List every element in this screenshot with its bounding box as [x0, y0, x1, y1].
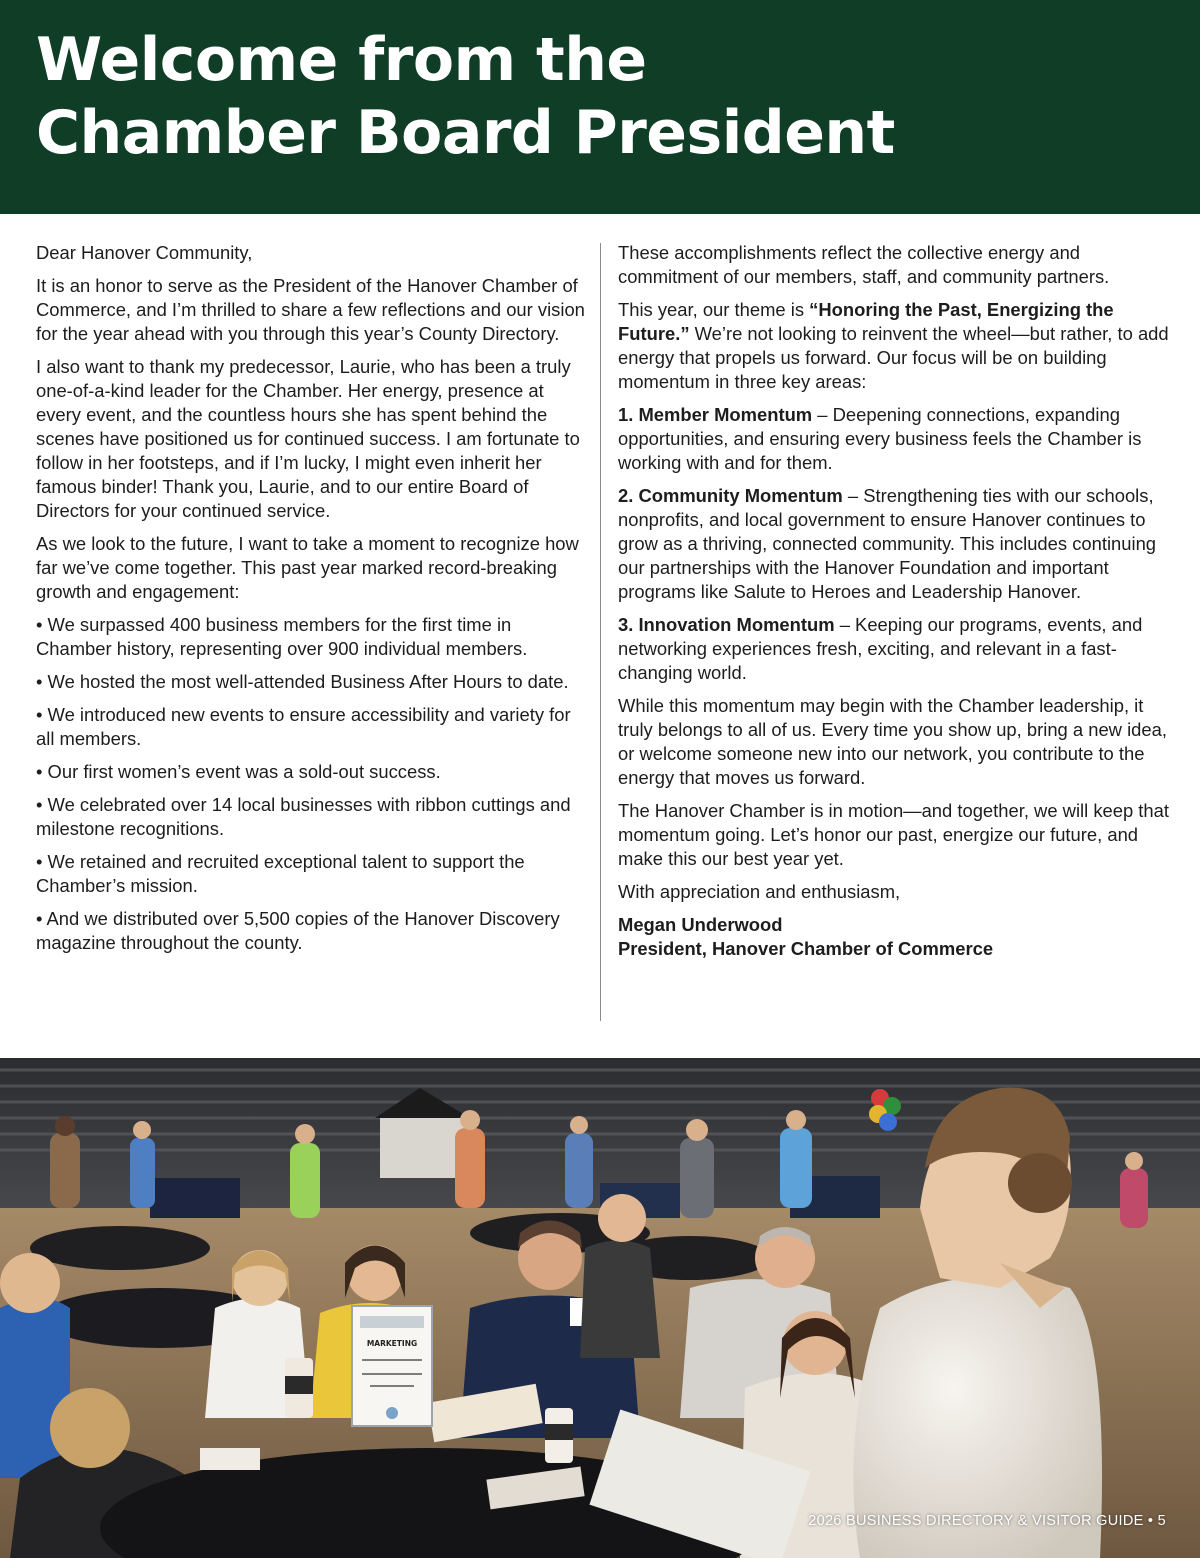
bullet-item: • We retained and recruited exceptional talent to support the Chamber’s mission. — [36, 851, 525, 896]
theme-title: “Honoring the Past, Energizing the Future.” — [618, 299, 1114, 344]
theme-text: We’re not looking to reinvent the wheel—but rather, to add energy that propels us forward. Our focus will be on building momentum in three key areas: — [618, 323, 1169, 392]
momentum-paragraph: While this momentum may begin with the Chamber leadership, it truly belongs to all of us. Every time you show up, bring a new idea, or welcome someone new into our network, you contribute to the energy that moves us forward. — [618, 695, 1167, 788]
signature-block — [618, 913, 1170, 961]
signoff: With appreciation and enthusiasm, — [618, 881, 901, 902]
event-photo-illustration — [0, 1058, 1200, 1558]
page-title-line1: Welcome from the — [36, 25, 647, 95]
round-table — [30, 1226, 210, 1270]
letter-right-column — [618, 241, 1170, 970]
letter-left-column — [36, 241, 588, 964]
salutation: Dear Hanover Community, — [36, 242, 253, 263]
event-photo — [0, 1058, 1200, 1558]
closing-paragraph: The Hanover Chamber is in motion—and together, we will keep that momentum going. Let’s honor our past, energize our future, and make this our best year yet. — [618, 800, 1169, 869]
signer-name: Megan Underwood — [618, 914, 783, 935]
focus-area-title: 1. Member Momentum — [618, 404, 813, 425]
theme-paragraph — [618, 298, 1170, 394]
focus-area-title: 2. Community Momentum — [618, 485, 843, 506]
page-header — [0, 0, 1200, 214]
bullet-item: • And we distributed over 5,500 copies of the Hanover Discovery magazine throughout the county. — [36, 908, 560, 953]
bullet-item: • We celebrated over 14 local businesses with ribbon cuttings and milestone recognitions. — [36, 794, 571, 839]
page-title — [36, 24, 895, 170]
focus-area-member — [618, 403, 1170, 475]
column-divider — [600, 243, 601, 1021]
page-footer: 2026 BUSINESS DIRECTORY & VISITOR GUIDE • 5 — [808, 1513, 1166, 1529]
theme-intro: This year, our theme is — [618, 299, 810, 320]
page-title-line2: Chamber Board President — [36, 98, 895, 168]
table-card — [352, 1306, 432, 1426]
bullet-item: • We hosted the most well-attended Business After Hours to date. — [36, 671, 569, 692]
intro-paragraph: It is an honor to serve as the President of the Hanover Chamber of Commerce, and I’m thrilled to share a few reflections and our vision for the year ahead with you through this year’s County Directory. — [36, 275, 585, 344]
bullet-item: • We introduced new events to ensure accessibility and variety for all members. — [36, 704, 571, 749]
focus-area-title: 3. Innovation Momentum — [618, 614, 835, 635]
focus-area-innovation — [618, 613, 1170, 685]
look-back-paragraph: As we look to the future, I want to take a moment to recognize how far we’ve come together. This past year marked record-breaking growth and engagement: — [36, 533, 579, 602]
focus-area-text: – Deepening connections, expanding opportunities, and ensuring every business feels the Chamber is working with and for them. — [618, 404, 1142, 473]
signer-title: President, Hanover Chamber of Commerce — [618, 938, 994, 959]
thanks-paragraph: I also want to thank my predecessor, Laurie, who has been a truly one-of-a-kind leader for the Chamber. Her energy, presence at every event, and the countless hours she has spent behind the scenes have positioned us for continued success. I am fortunate to follow in her footsteps, and if I’m lucky, I might even inherit her famous binder! Thank you, Laurie, and to our entire Board of Directors for your continued service. — [36, 356, 580, 521]
focus-area-text: – Strengthening ties with our schools, nonprofits, and local government to ensure Hanover continues to grow as a thriving, connected community. This includes continuing our partnerships with the Hanover Foundation and important programs like Salute to Heroes and Leadership Hanover. — [618, 485, 1157, 602]
focus-area-text: – Keeping our programs, events, and networking experiences fresh, exciting, and relevant in a fast-changing world. — [618, 614, 1143, 683]
bullet-item: • We surpassed 400 business members for the first time in Chamber history, representing over 900 individual members. — [36, 614, 528, 659]
accomplishments-paragraph: These accomplishments reflect the collective energy and commitment of our members, staff, and community partners. — [618, 242, 1110, 287]
focus-area-community — [618, 484, 1170, 604]
table-card-heading: MARKETING — [366, 1339, 418, 1348]
bullet-item: • Our first women’s event was a sold-out success. — [36, 761, 441, 782]
